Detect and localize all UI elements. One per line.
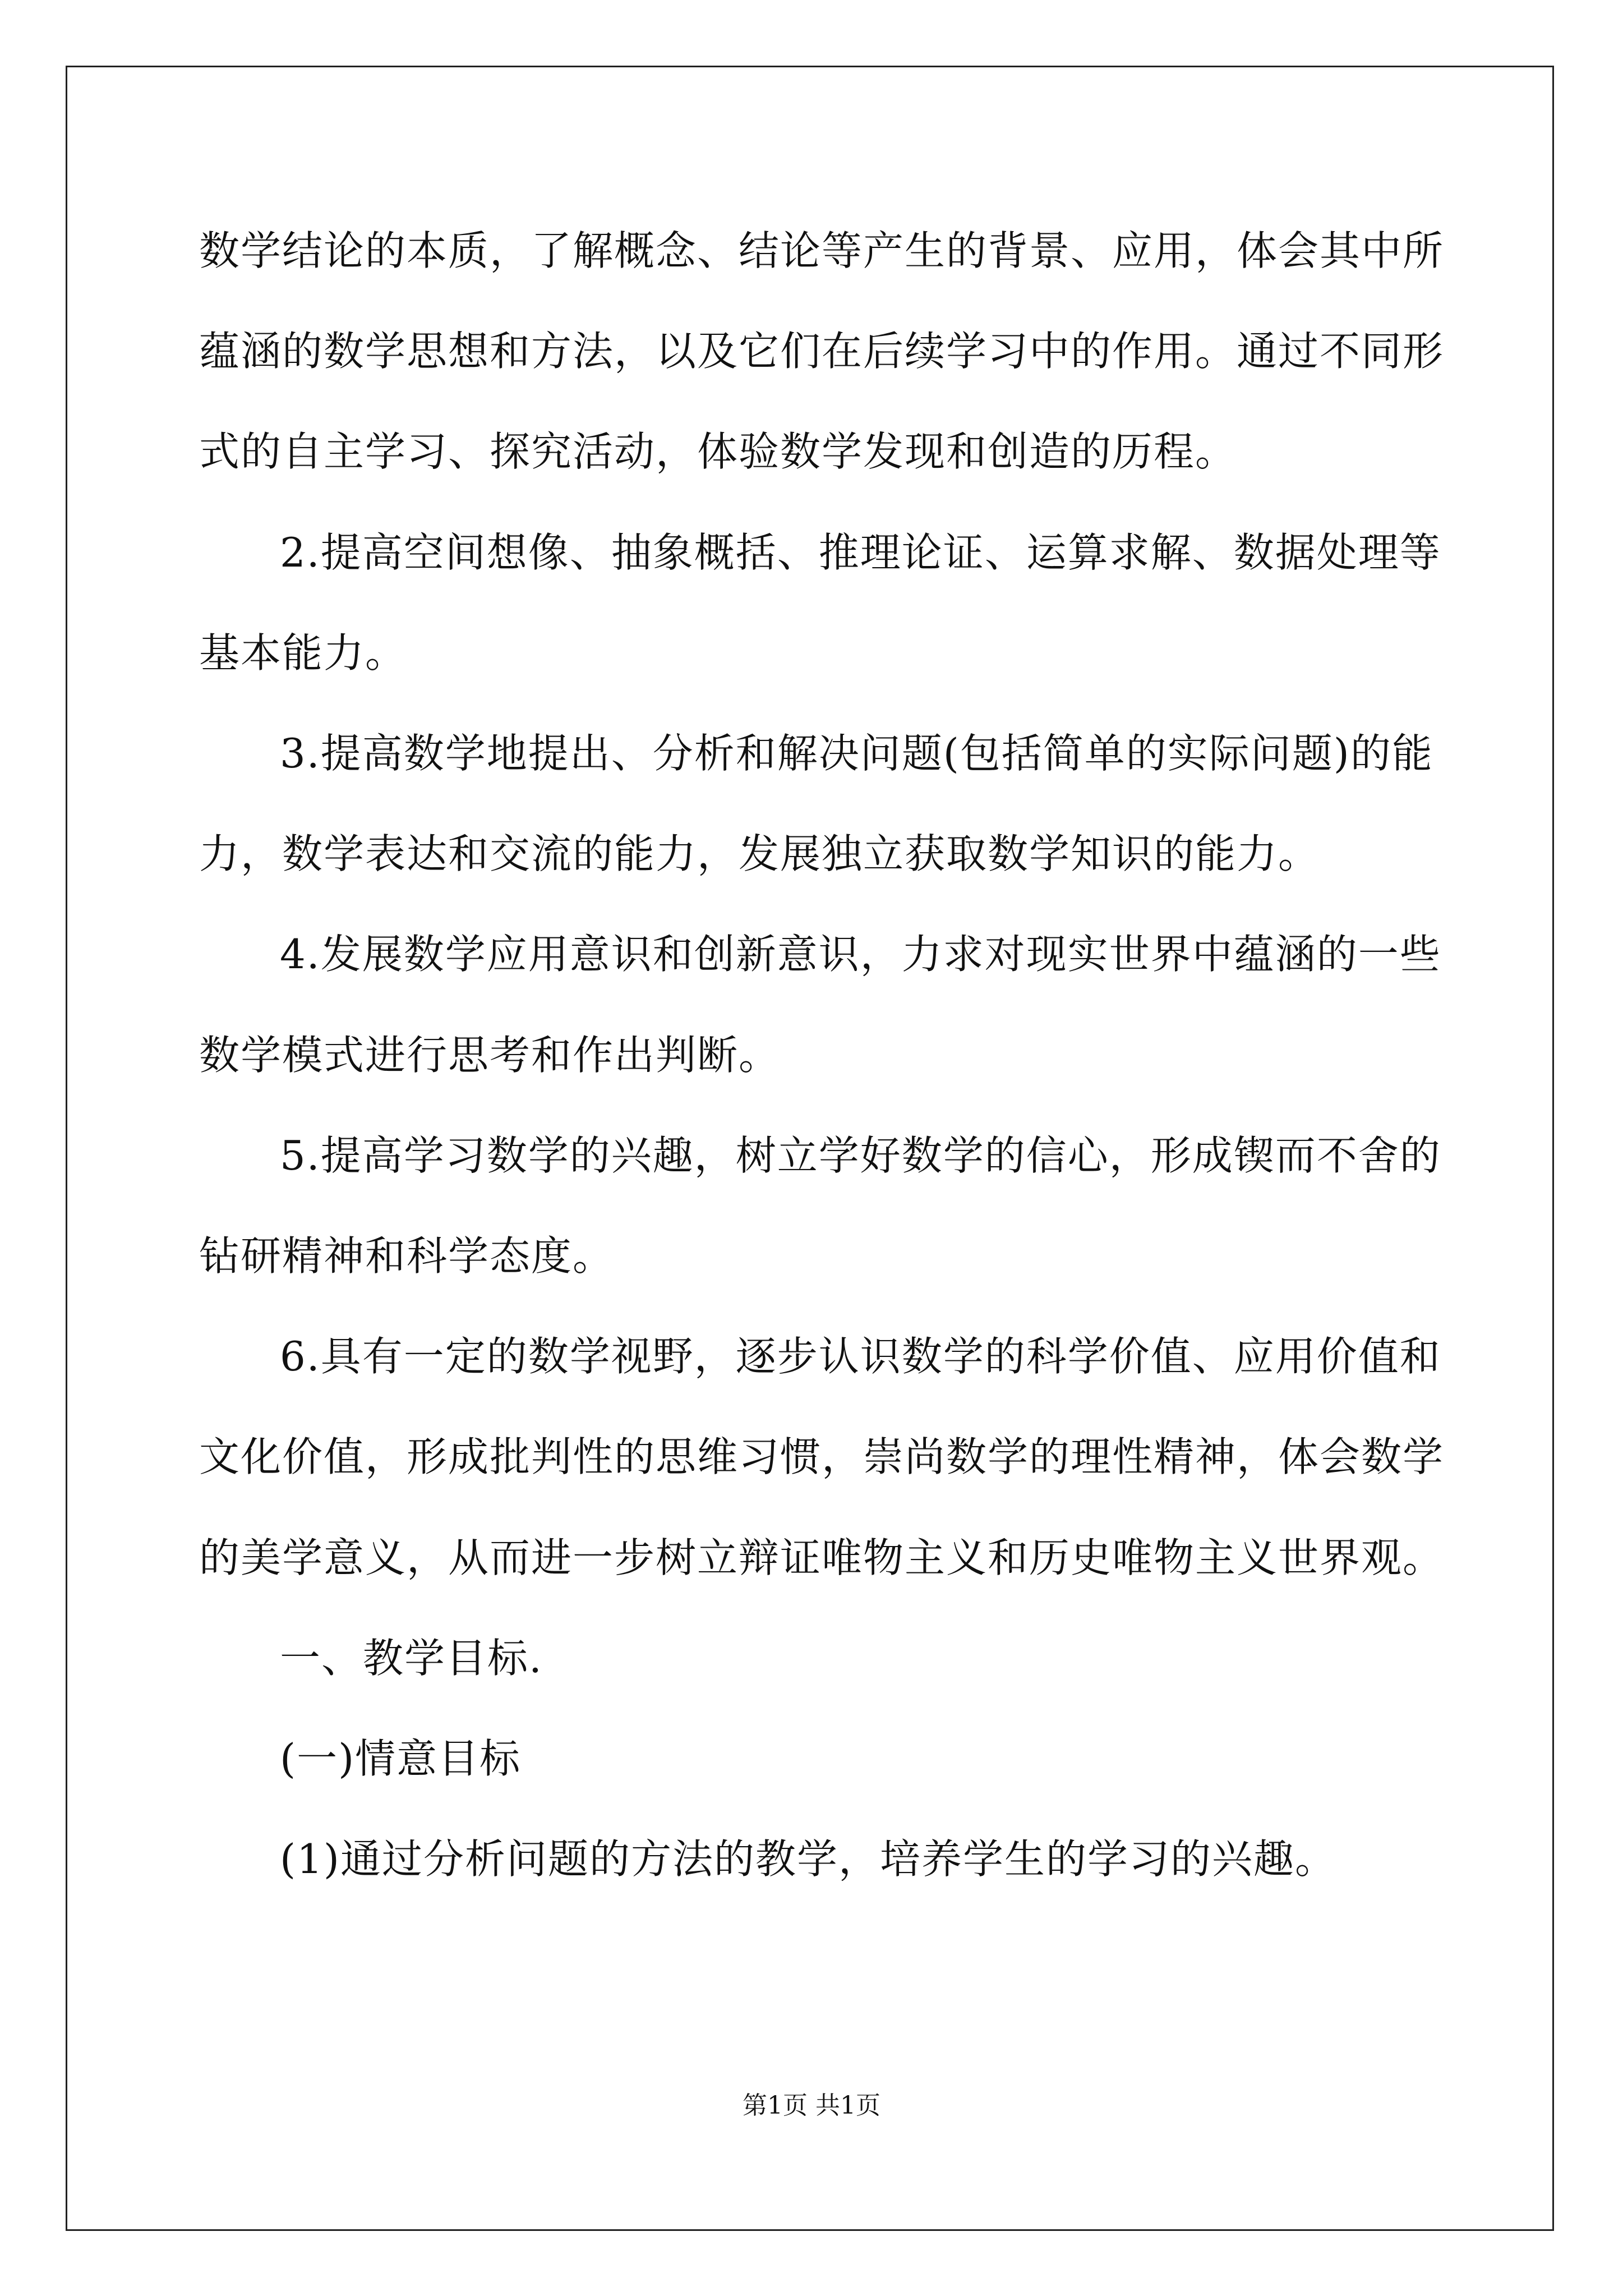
- section-heading: 一、教学目标.: [280, 1635, 543, 1682]
- paragraph-line: 文化价值，形成批判性的思维习惯，崇尚数学的理性精神，体会数学: [199, 1433, 1445, 1480]
- paragraph-line: 2.提高空间想像、抽象概括、推理论证、运算求解、数据处理等: [280, 529, 1441, 576]
- paragraph-line: 数学模式进行思考和作出判断。: [199, 1032, 781, 1079]
- paragraph-line: 4.发展数学应用意识和创新意识，力求对现实世界中蕴涵的一些: [280, 931, 1441, 978]
- paragraph-line: 3.提高数学地提出、分析和解决问题(包括简单的实际问题)的能: [280, 730, 1433, 777]
- paragraph-line: 6.具有一定的数学视野，逐步认识数学的科学价值、应用价值和: [280, 1333, 1441, 1380]
- paragraph-line: (1)通过分析问题的方法的教学，培养学生的学习的兴趣。: [280, 1835, 1336, 1883]
- page-footer: 第1页 共1页: [743, 2091, 880, 2120]
- paragraph-line: 数学结论的本质，了解概念、结论等产生的背景、应用，体会其中所: [199, 227, 1445, 274]
- subsection-heading: (一)情意目标: [280, 1735, 522, 1782]
- paragraph-line: 的美学意义，从而进一步树立辩证唯物主义和历史唯物主义世界观。: [199, 1534, 1445, 1581]
- paragraph-line: 力，数学表达和交流的能力，发展独立获取数学知识的能力。: [199, 830, 1320, 877]
- paragraph-line: 钻研精神和科学态度。: [199, 1232, 615, 1280]
- paragraph-line: 5.提高学习数学的兴趣，树立学好数学的信心，形成锲而不舍的: [280, 1132, 1441, 1179]
- paragraph-line: 基本能力。: [199, 629, 407, 677]
- paragraph-line: 蕴涵的数学思想和方法，以及它们在后续学习中的作用。通过不同形: [199, 328, 1445, 375]
- paragraph-line: 式的自主学习、探究活动，体验数学发现和创造的历程。: [199, 428, 1237, 475]
